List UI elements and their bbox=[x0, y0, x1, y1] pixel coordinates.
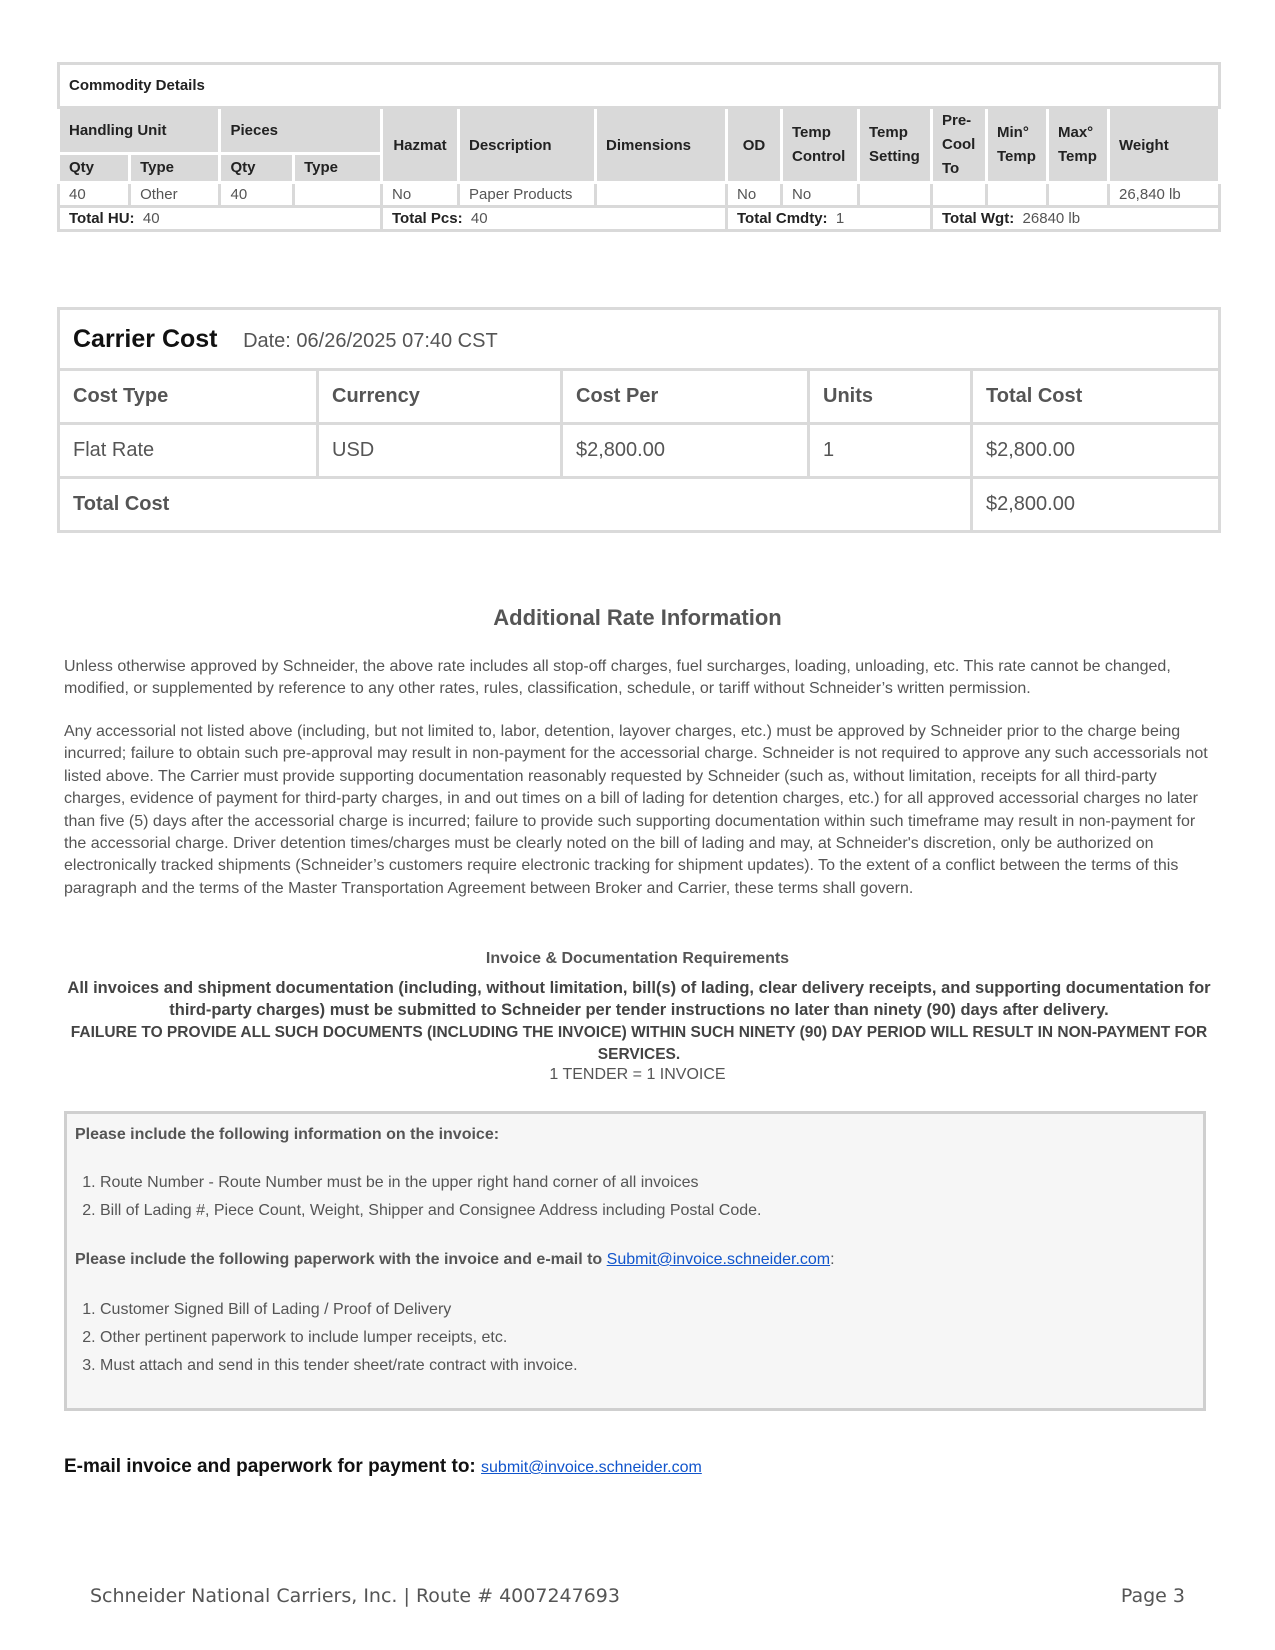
list-item: 3. Must attach and send in this tender sheet/rate contract with invoice. bbox=[100, 1352, 578, 1380]
cell-od: No bbox=[727, 183, 782, 207]
submit-email-link[interactable]: Submit@invoice.schneider.com bbox=[606, 1251, 831, 1268]
header-units: Units bbox=[809, 370, 972, 424]
header-currency: Currency bbox=[318, 370, 562, 424]
total-cmdty-label: Total Cmdty: bbox=[737, 210, 828, 227]
commodity-details-table bbox=[57, 62, 1221, 232]
footer-page-number: Page 3 bbox=[1120, 1585, 1185, 1607]
commodity-details-title: Commodity Details bbox=[59, 64, 1220, 108]
cell-cost-per: $2,800.00 bbox=[562, 424, 809, 478]
cell-dimensions bbox=[596, 183, 727, 207]
cell-pc-type bbox=[294, 183, 382, 207]
invoice-info-list bbox=[75, 1169, 761, 1225]
header-cost-per: Cost Per bbox=[562, 370, 809, 424]
cell-temp-setting bbox=[859, 183, 932, 207]
total-cost-value: $2,800.00 bbox=[972, 478, 1220, 532]
paperwork-heading bbox=[75, 1251, 835, 1269]
header-pre-cool-to: Pre-Cool To bbox=[932, 108, 987, 183]
invoice-instructions-box bbox=[64, 1111, 1206, 1411]
table-row bbox=[59, 183, 1220, 207]
requirements-warning: FAILURE TO PROVIDE ALL SUCH DOCUMENTS (INCLUDING THE INVOICE) WITHIN SUCH NINETY (90) DAY PERIOD WILL RESULT IN NON-PAYMENT FOR SERVICES. bbox=[70, 1024, 1208, 1063]
total-cmdty bbox=[727, 207, 932, 231]
total-cmdty-value: 1 bbox=[835, 210, 845, 227]
carrier-cost-table bbox=[57, 307, 1221, 533]
requirements-title: Invoice & Documentation Requirements bbox=[485, 950, 790, 967]
table-row bbox=[59, 424, 1220, 478]
list-item: 1. Customer Signed Bill of Lading / Proof of Delivery bbox=[100, 1296, 578, 1324]
cell-min-temp bbox=[987, 183, 1048, 207]
total-wgt bbox=[932, 207, 1220, 231]
total-cost-label: Total Cost bbox=[59, 478, 972, 532]
header-total-cost: Total Cost bbox=[972, 370, 1220, 424]
invoice-info-heading: Please include the following information on the invoice: bbox=[75, 1126, 500, 1143]
header-pieces: Pieces bbox=[220, 108, 382, 154]
cell-temp-control: No bbox=[782, 183, 859, 207]
total-hu-label: Total HU: bbox=[69, 210, 135, 227]
cell-hazmat: No bbox=[382, 183, 459, 207]
paperwork-list bbox=[75, 1296, 578, 1380]
cell-total-cost: $2,800.00 bbox=[972, 424, 1220, 478]
additional-rate-title: Additional Rate Information bbox=[493, 605, 782, 630]
header-min-temp: Min° Temp bbox=[987, 108, 1048, 183]
cell-max-temp bbox=[1048, 183, 1109, 207]
header-handling-unit: Handling Unit bbox=[59, 108, 220, 154]
header-dimensions: Dimensions bbox=[596, 108, 727, 183]
total-pcs bbox=[382, 207, 727, 231]
header-hazmat: Hazmat bbox=[382, 108, 459, 183]
header-od: OD bbox=[727, 108, 782, 183]
cell-pc-qty: 40 bbox=[220, 183, 294, 207]
requirements-text: All invoices and shipment documentation (including, without limitation, bill(s) of lading, clear delivery receipts, and supporting documentation for third-party charges) must be submitted to Schneider per tender instructions no later than ninety (90) days after delivery. bbox=[67, 979, 1211, 1020]
paperwork-heading-suffix: : bbox=[830, 1251, 835, 1268]
footer-company-route: Schneider National Carriers, Inc. | Route # 4007247693 bbox=[90, 1585, 620, 1607]
list-item: 2. Bill of Lading #, Piece Count, Weight, Shipper and Consignee Address including Postal Code. bbox=[100, 1197, 761, 1225]
cell-currency: USD bbox=[318, 424, 562, 478]
cell-cost-type: Flat Rate bbox=[59, 424, 318, 478]
rate-paragraph-2: Any accessorial not listed above (including, but not limited to, labor, detention, layover charges, etc.) must be approved by Schneider prior to the charge being incurred; failure to obtain such pre-approval may result in non-payment for the accessorial charge. Schneider is not required to approve any such accessorials not listed above. The Carrier must provide supporting documentation reasonably requested by Schneider (such as, without limitation, receipts for all third-party charges, evidence of payment for third-party charges, in and out times on a bill of lading for detention charges, etc.) for all approved accessorial charges no later than five (5) days after the accessorial charge is incurred; failure to provide such supporting documentation within such timeframe may result in non-payment for the accessorial charge. Driver detention times/charges must be clearly noted on the bill of lading and may, at Schneider's discretion, only be authorized on electronically tracked shipments (Schneider’s customers require electronic tracking for shipment updates). To the extent of a conflict between the terms of this paragraph and the terms of the Master Transportation Agreement between Broker and Carrier, these terms shall govern. bbox=[64, 723, 1208, 897]
rate-paragraph-1: Unless otherwise approved by Schneider, the above rate includes all stop-off charges, fuel surcharges, loading, unloading, etc. This rate cannot be changed, modified, or supplemented by reference to any other rates, rules, classification, schedule, or tariff without Schneider’s written permission. bbox=[64, 658, 1171, 698]
total-wgt-label: Total Wgt: bbox=[942, 210, 1015, 227]
header-temp-setting: Temp Setting bbox=[859, 108, 932, 183]
total-pcs-value: 40 bbox=[470, 210, 488, 227]
total-hu-value: 40 bbox=[142, 210, 160, 227]
header-weight: Weight bbox=[1109, 108, 1220, 183]
cell-units: 1 bbox=[809, 424, 972, 478]
cell-hu-qty: 40 bbox=[59, 183, 130, 207]
email-invoice-label: E-mail invoice and paperwork for payment to: bbox=[64, 1456, 476, 1477]
list-item: 1. Route Number - Route Number must be in the upper right hand corner of all invoices bbox=[100, 1169, 761, 1197]
header-cost-type: Cost Type bbox=[59, 370, 318, 424]
header-hu-type: Type bbox=[130, 153, 220, 182]
header-temp-control: Temp Control bbox=[782, 108, 859, 183]
paperwork-heading-text: Please include the following paperwork with the invoice and e-mail to bbox=[75, 1251, 603, 1268]
total-wgt-value: 26840 lb bbox=[1022, 210, 1081, 227]
total-hu bbox=[59, 207, 382, 231]
cell-description: Paper Products bbox=[459, 183, 596, 207]
payment-email-link[interactable]: submit@invoice.schneider.com bbox=[481, 1459, 702, 1476]
cell-hu-type: Other bbox=[130, 183, 220, 207]
carrier-cost-header bbox=[59, 309, 1220, 370]
totals-row bbox=[59, 207, 1220, 231]
header-pc-qty: Qty bbox=[220, 153, 294, 182]
list-item: 2. Other pertinent paperwork to include lumper receipts, etc. bbox=[100, 1324, 578, 1352]
header-pc-type: Type bbox=[294, 153, 382, 182]
email-invoice-line bbox=[64, 1456, 702, 1478]
carrier-cost-date: Date: 06/26/2025 07:40 CST bbox=[243, 329, 498, 352]
cell-weight: 26,840 lb bbox=[1109, 183, 1220, 207]
header-description: Description bbox=[459, 108, 596, 183]
tender-note: 1 TENDER = 1 INVOICE bbox=[549, 1066, 726, 1083]
total-pcs-label: Total Pcs: bbox=[392, 210, 463, 227]
cell-pre-cool-to bbox=[932, 183, 987, 207]
header-max-temp: Max° Temp bbox=[1048, 108, 1109, 183]
carrier-cost-title: Carrier Cost bbox=[73, 324, 218, 353]
header-hu-qty: Qty bbox=[59, 153, 130, 182]
